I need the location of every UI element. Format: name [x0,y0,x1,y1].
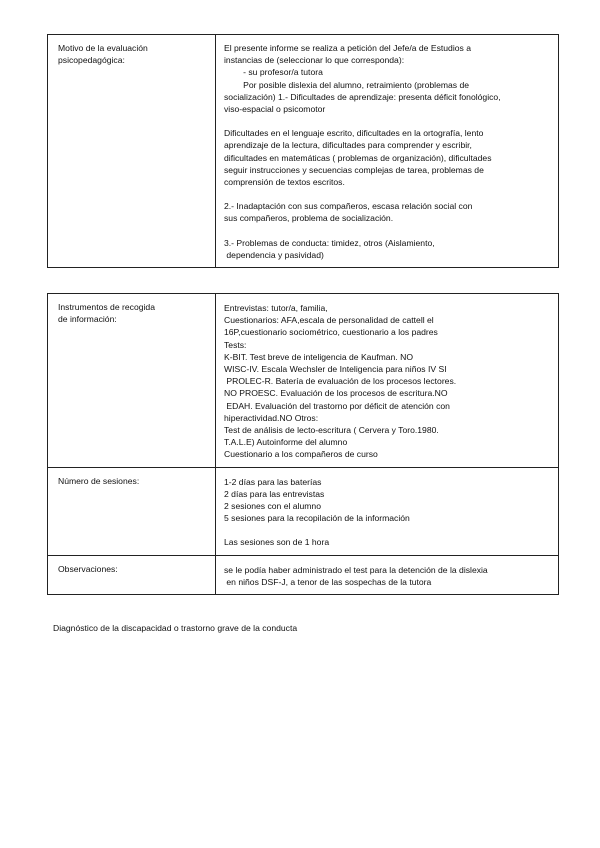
instrumentos-label-cell [48,294,216,468]
motivo-paragraph-3: 2.- Inadaptación con sus compañeros, escasa relación social con sus compañeros, problema de socialización. [224,201,473,224]
motivo-label-cell [48,35,216,268]
evaluation-details-table [47,293,559,595]
sesiones-row [48,467,559,555]
instrumentos-row [48,294,559,468]
instrumentos-label: Instrumentos de recogida de información: [58,302,155,325]
sesiones-duration: Las sesiones son de 1 hora [224,537,330,548]
motivo-table [47,34,559,268]
motivo-content-cell [216,35,559,268]
motivo-paragraph-2: Dificultades en el lenguaje escrito, dificultades en la ortografía, lento aprendizaje de la lectura, dificultades para comprender y escribir, dificultades en matemáticas ( problemas de organización), dificultades seguir instrucciones y secuencias complejas de tarea, problemas de comprensión de textos escritos. [224,128,492,188]
sesiones-label: Número de sesiones: [58,475,140,486]
observaciones-label: Observaciones: [58,563,118,574]
diagnostico-heading: Diagnóstico de la discapacidad o trastorno grave de la conducta [53,623,298,633]
sesiones-content-cell [216,467,559,555]
sesiones-label-cell [48,467,216,555]
observaciones-content-cell [216,555,559,594]
observaciones-label-cell [48,555,216,594]
motivo-row [48,35,559,268]
instrumentos-text: Entrevistas: tutor/a, familia, Cuestionarios: AFA,escala de personalidad de cattell el 16P,cuestionario sociométrico, cuestionario a los padres Tests: K-BIT. Test breve de inteligencia de Kaufman. NO WISC-IV. Escala Wechsler de Inteligencia para niños IV SI PROLEC-R. Batería de evaluación de los procesos lectores. NO PROESC. Evaluación de los procesos de escritura.NO EDAH. Evaluación del trastorno por déficit de atención con hiperactividad.NO Otros: Test de análisis de lecto-escritura ( Cervera y Toro.1980. T.A.L.E) Autoinforme del alumno Cuestionario a los compañeros de curso [224,303,457,460]
motivo-paragraph-1: El presente informe se realiza a petición del Jefe/a de Estudios a instancias de (seleccionar lo que corresponda): - su profesor/a tutora Por posible dislexia del alumno, retraimiento (problemas de socialización) 1.- Dificultades de aprendizaje: presenta déficit fonológico, viso-espacial o psicomotor [224,43,501,115]
sesiones-list: 1-2 días para las baterías 2 días para las entrevistas 2 sesiones con el alumno 5 sesiones para la recopilación de la información [224,476,410,524]
motivo-paragraph-4: 3.- Problemas de conducta: timidez, otros (Aislamiento, dependencia y pasividad) [224,237,435,260]
observaciones-text: se le podía haber administrado el test para la detención de la dislexia en niños DSF-J, a tenor de las sospechas de la tutora [224,564,488,587]
motivo-label: Motivo de la evaluación psicopedagógica: [58,43,148,66]
instrumentos-content-cell [216,294,559,468]
observaciones-row [48,555,559,594]
